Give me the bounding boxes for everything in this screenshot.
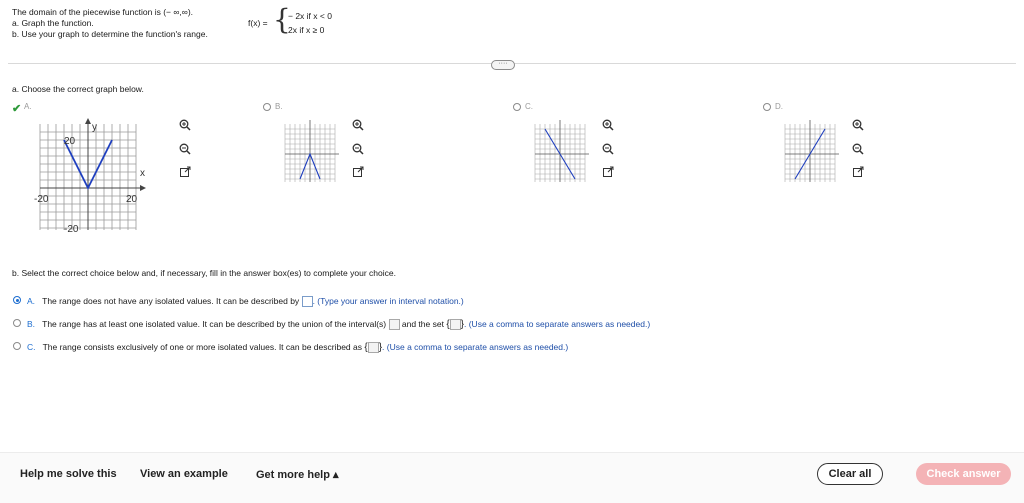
question-line-domain: The domain of the piecewise function is (− ∞,∞).	[12, 7, 194, 17]
help-me-solve-link[interactable]: Help me solve this	[20, 468, 117, 480]
option-c-letter: C.	[525, 102, 533, 111]
question-line-part-b: b. Use your graph to determine the function's range.	[12, 29, 208, 39]
choice-c	[27, 342, 568, 353]
option-d-radio[interactable]	[763, 103, 771, 111]
zoom-out-icon[interactable]	[351, 142, 365, 156]
piecewise-cases	[288, 9, 332, 37]
graph-a-y-bottom-tick: -20	[64, 224, 79, 235]
question-line-part-a: a. Graph the function.	[12, 18, 94, 28]
zoom-in-icon[interactable]	[601, 118, 615, 132]
choice-b-text: The range has at least one isolated value. It can be described by the union of the interval(s)	[42, 319, 387, 329]
set-brace-close: }	[378, 342, 383, 353]
graph-a-y-arrow	[85, 118, 91, 124]
piecewise-brace: {	[273, 3, 291, 36]
choice-a-text: The range does not have any isolated values. It can be described by	[42, 296, 300, 306]
choice-b-radio[interactable]	[13, 319, 21, 327]
range-interval-input[interactable]	[302, 296, 313, 307]
choice-b-letter: B.	[27, 319, 36, 329]
graph-a-y-label: y	[92, 122, 97, 133]
expand-more-button[interactable]: ····	[491, 60, 515, 70]
zoom-out-icon[interactable]	[601, 142, 615, 156]
zoom-in-icon[interactable]	[351, 118, 365, 132]
choice-b-hint: . (Use a comma to separate answers as needed.)	[464, 319, 651, 329]
graph-c[interactable]	[531, 116, 591, 186]
set-brace-open: {	[446, 319, 450, 330]
choice-b	[27, 319, 650, 330]
zoom-in-icon[interactable]	[851, 118, 865, 132]
choice-c-hint: . (Use a comma to separate answers as needed.)	[382, 342, 569, 352]
check-answer-button[interactable]: Check answer	[916, 463, 1011, 485]
get-more-help-link[interactable]: Get more help ▴	[256, 469, 339, 481]
choice-c-text: The range consists exclusively of one or more isolated values. It can be described as	[42, 342, 362, 352]
choice-a-hint: . (Type your answer in interval notation.)	[312, 296, 464, 306]
choice-c-letter: C.	[27, 342, 36, 352]
graph-a[interactable]	[36, 118, 148, 236]
graph-a-x-arrow	[140, 185, 146, 191]
choice-c-radio[interactable]	[13, 342, 21, 350]
view-example-link[interactable]: View an example	[140, 468, 228, 480]
piecewise-case-negative: − 2x if x < 0	[288, 11, 332, 21]
graph-a-x-left-tick: -20	[34, 194, 49, 205]
part-a-prompt: a. Choose the correct graph below.	[12, 84, 144, 94]
union-interval-input[interactable]	[389, 319, 400, 330]
popout-icon[interactable]	[351, 165, 365, 179]
zoom-out-icon[interactable]	[178, 142, 192, 156]
graph-b[interactable]	[281, 116, 341, 186]
part-b-prompt: b. Select the correct choice below and, if necessary, fill in the answer box(es) to complete your choice.	[12, 268, 396, 278]
option-b-letter: B.	[275, 102, 283, 111]
correct-check-icon: ✔	[12, 103, 22, 115]
piecewise-case-positive: 2x if x ≥ 0	[288, 25, 325, 35]
graph-a-y-top-tick: 20	[64, 136, 76, 147]
graph-a-x-right-tick: 20	[126, 194, 138, 205]
set-brace-close: }	[460, 319, 464, 330]
isolated-set-input[interactable]	[450, 319, 461, 330]
popout-icon[interactable]	[178, 165, 192, 179]
set-brace-open: {	[364, 342, 368, 353]
option-c-radio[interactable]	[513, 103, 521, 111]
question-text	[12, 7, 208, 40]
option-d-letter: D.	[775, 102, 783, 111]
zoom-out-icon[interactable]	[851, 142, 865, 156]
clear-all-button[interactable]: Clear all	[817, 463, 883, 485]
option-a-letter: A.	[24, 102, 32, 111]
choice-a	[27, 296, 464, 307]
choice-a-letter: A.	[27, 296, 36, 306]
isolated-values-input[interactable]	[368, 342, 379, 353]
option-a-graph[interactable]	[12, 99, 21, 117]
option-b-radio[interactable]	[263, 103, 271, 111]
graph-d[interactable]	[781, 116, 841, 186]
choice-a-radio[interactable]	[13, 296, 21, 304]
popout-icon[interactable]	[851, 165, 865, 179]
choice-b-mid-text: and the set	[401, 319, 444, 329]
function-label: f(x) =	[248, 18, 268, 28]
popout-icon[interactable]	[601, 165, 615, 179]
zoom-in-icon[interactable]	[178, 118, 192, 132]
graph-a-x-label: x	[140, 168, 145, 179]
